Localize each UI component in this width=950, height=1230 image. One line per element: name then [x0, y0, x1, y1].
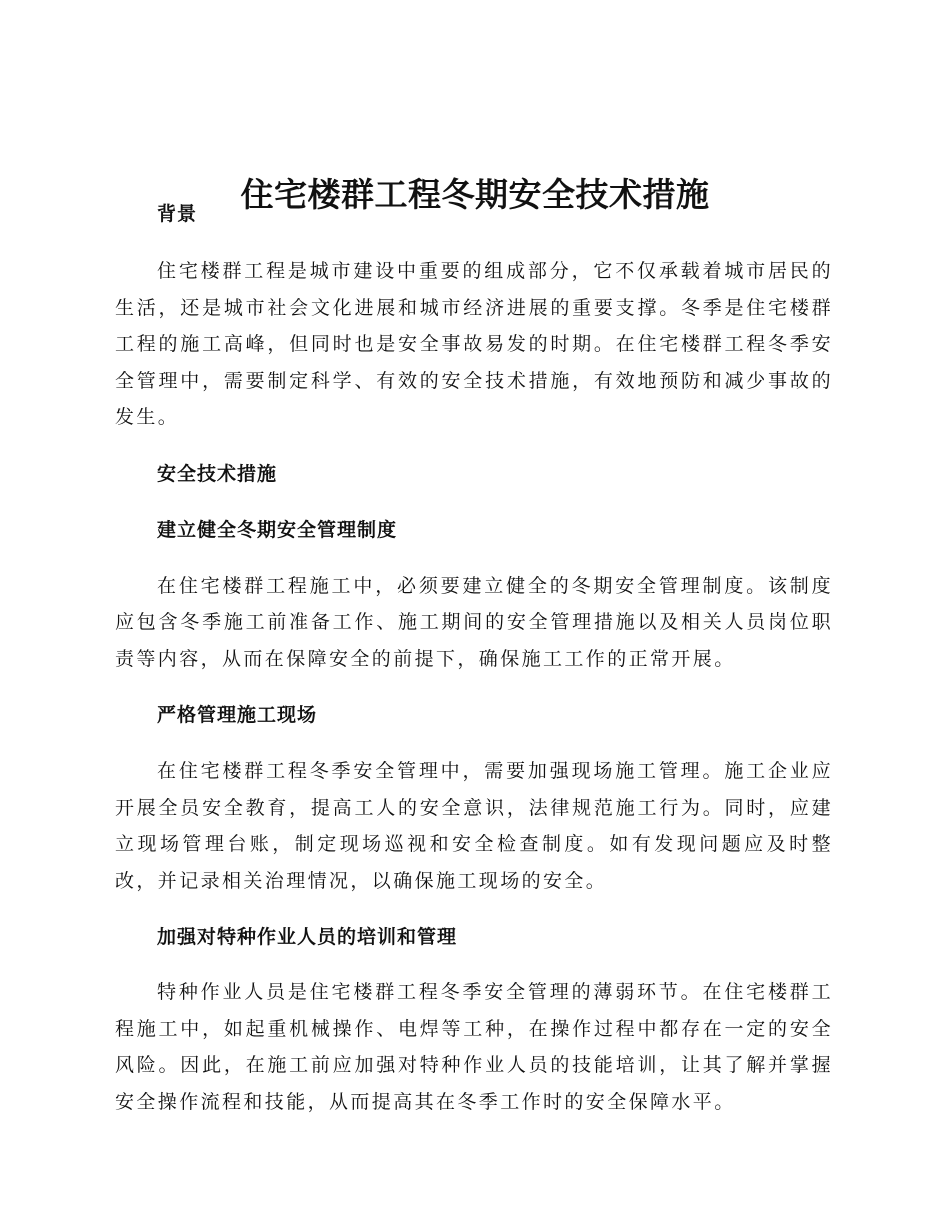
paragraph-site-management: 在住宅楼群工程冬季安全管理中，需要加强现场施工管理。施工企业应开展全员安全教育，提高工人的安全意识，法律规范施工行为。同时，应建立现场管理台账，制定现场巡视和安全检查制度。如有发现问题应及时整改，并记录相关治理情况，以确保施工现场的安全。 [115, 760, 833, 892]
paragraph-management-system: 在住宅楼群工程施工中，必须要建立健全的冬期安全管理制度。该制度应包含冬季施工前准备工作、施工期间的安全管理措施以及相关人员岗位职责等内容，从而在保障安全的前提下，确保施工工作的正常开展。 [115, 574, 833, 670]
document-body [115, 196, 833, 1120]
paragraph-background: 住宅楼群工程是城市建设中重要的组成部分，它不仅承载着城市居民的生活，还是城市社会文化进展和城市经济进展的重要支撑。冬季是住宅楼群工程的施工高峰，但同时也是安全事故易发的时期。在住宅楼群工程冬季安全管理中，需要制定科学、有效的安全技术措施，有效地预防和减少事故的发生。 [115, 260, 833, 428]
document-title: 住宅楼群工程冬期安全技术措施 [240, 175, 710, 215]
section-heading-background: 背景 [157, 203, 198, 225]
subheading-site-management: 严格管理施工现场 [157, 704, 318, 726]
section-heading-safety-measures: 安全技术措施 [157, 462, 278, 485]
paragraph-special-workers: 特种作业人员是住宅楼群工程冬季安全管理的薄弱环节。在住宅楼群工程施工中，如起重机械操作、电焊等工种，在操作过程中都存在一定的安全风险。因此，在施工前应加强对特种作业人员的技能培训，让其了解并掌握安全操作流程和技能，从而提高其在冬季工作时的安全保障水平。 [115, 981, 833, 1113]
subheading-special-workers: 加强对特种作业人员的培训和管理 [157, 926, 458, 948]
subheading-management-system: 建立健全冬期安全管理制度 [157, 518, 398, 541]
